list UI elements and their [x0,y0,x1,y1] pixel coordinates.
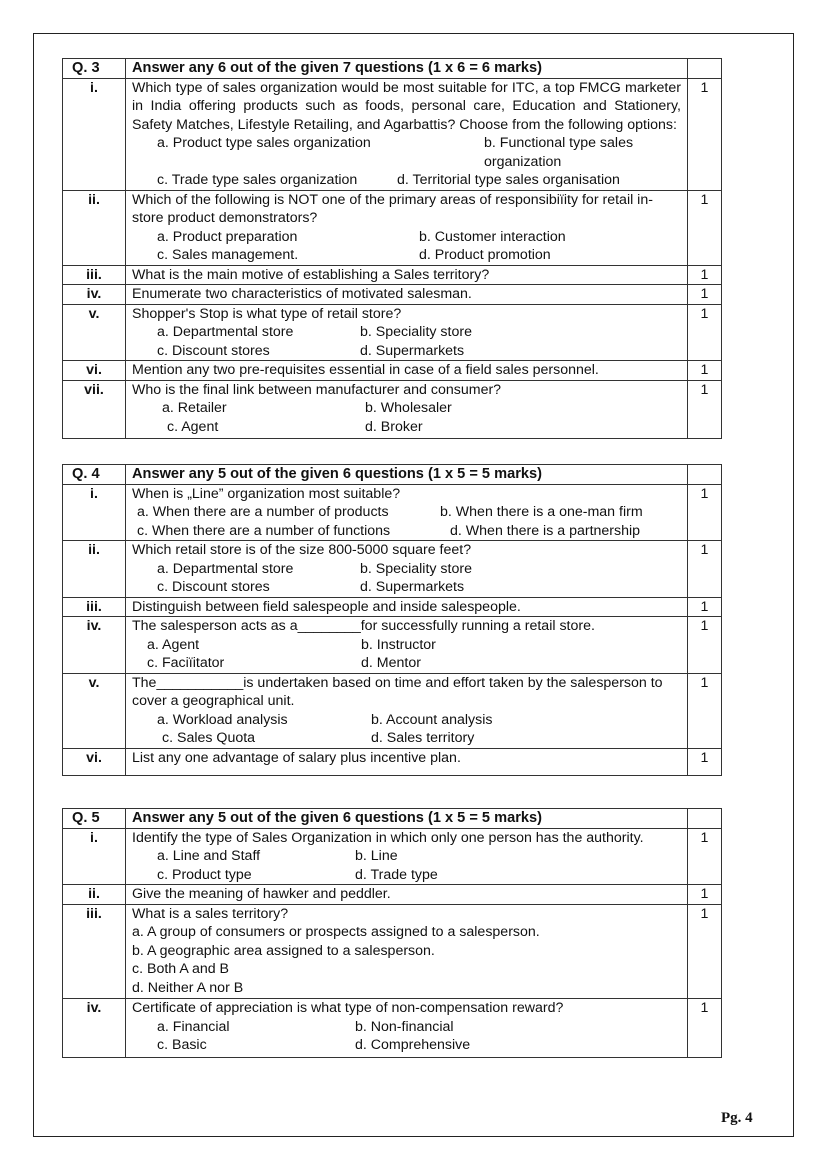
question-number: iv. [63,999,126,1058]
section-number: Q. 4 [63,465,126,485]
question-row [63,999,722,1058]
question-cell [126,904,688,999]
question-text: The salesperson acts as a________for successfully running a retail store. [132,618,595,634]
option-line [132,246,681,265]
option: b. Speciality store [360,560,472,577]
question-row [63,361,722,381]
option: a. Workload analysis [157,711,288,728]
marks: 1 [688,828,722,885]
option: d. Broker [365,418,423,435]
question-row [63,617,722,674]
question-text: Enumerate two characteristics of motivated salesman. [126,285,688,305]
question-number: vii. [63,380,126,439]
option: a. Departmental store [157,560,294,577]
option-line [132,323,681,342]
question-row [63,380,722,439]
question-row [63,541,722,598]
question-row [63,828,722,885]
option: c. Trade type sales organization [157,172,358,188]
question-number: iv. [63,285,126,305]
question-number: iv. [63,617,126,674]
marks: 1 [688,265,722,285]
section-header [63,809,722,829]
option-line [132,228,681,247]
question-row [63,304,722,361]
option: c. Sales management. [157,247,299,263]
question-cell [126,484,688,541]
question-text: Who is the final link between manufacturer and consumer? [132,381,502,398]
marks: 1 [688,78,722,190]
question-table-q5 [62,808,722,1058]
question-text: What is a sales territory? [132,905,289,922]
question-cell [126,380,688,439]
question-number: iii. [63,265,126,285]
marks: 1 [688,597,722,617]
option: b. Non-financial [355,1018,454,1035]
question-cell [126,999,688,1058]
option-line [132,847,681,866]
question-text: Shopper's Stop is what type of retail store? [132,305,402,322]
option: c. When there are a number of functions [137,522,391,539]
option: d. Trade type [355,866,438,883]
question-row [63,904,722,999]
question-text: Mention any two pre-requisites essential in case of a field sales personnel. [126,361,688,381]
option: d. Supermarkets [360,342,465,359]
option: c. Sales Quota [162,730,256,746]
option: a. A group of consumers or prospects assigned to a salesperson. [132,924,540,940]
option-line [132,522,681,541]
option-line [132,399,681,418]
marks: 1 [688,617,722,674]
marks: 1 [688,541,722,598]
option: b. Customer interaction [419,228,566,245]
marks: 1 [688,673,722,748]
option: a. Agent [147,636,200,653]
question-text: The___________is undertaken based on time and effort taken by the salesperson to cover a geographical unit. [132,674,663,709]
marks: 1 [688,190,722,265]
question-cell [126,78,688,190]
option: a. Financial [157,1018,230,1035]
option: b. Wholesaler [365,400,452,416]
question-text: When is „Line” organization most suitable? [132,485,401,502]
question-number: i. [63,484,126,541]
option-line [132,1036,681,1055]
option-line [132,654,681,673]
option: a. Product type sales organization [157,135,371,151]
option: d. Mentor [361,655,421,671]
question-row [63,285,722,305]
option: a. Departmental store [157,324,294,340]
question-number: ii. [63,541,126,598]
option: d. Comprehensive [355,1037,471,1053]
marks: 1 [688,999,722,1058]
question-text: Distinguish between field salespeople and inside salespeople. [126,597,688,617]
option: c. Faciïitator [147,655,225,671]
question-row [63,78,722,190]
question-cell [126,828,688,885]
question-row [63,597,722,617]
option-line [132,711,681,730]
option: d. When there is a partnership [450,522,641,539]
question-cell [126,541,688,598]
question-text: Certificate of appreciation is what type of non-compensation reward? [132,1000,564,1016]
option-line [132,1018,681,1037]
section-header [63,465,722,485]
marks: 1 [688,285,722,305]
option-line [132,134,681,171]
question-text: Give the meaning of hawker and peddler. [126,885,688,905]
question-text: Which retail store is of the size 800-5000 square feet? [132,542,472,558]
question-text: List any one advantage of salary plus incentive plan. [126,748,688,775]
question-cell [126,190,688,265]
question-text: Which type of sales organization would be most suitable for ITC, a top FMCG marketer in India offering products such as foods, personal care, Education and Stationery, Safety Matches, Lifestyle Retailing, and Agarbattis? Choose from the following options: [132,79,681,133]
option: a. Product preparation [157,228,298,245]
option-line [132,171,681,190]
option: c. Agent [167,418,219,435]
question-row [63,748,722,775]
option: c. Product type [157,866,252,883]
option: d. Neither A nor B [132,979,244,996]
option-line [132,729,681,748]
question-number: iii. [63,597,126,617]
option-line [132,636,681,655]
option: b. Instructor [361,636,436,653]
section-heading: Answer any 6 out of the given 7 questions (1 x 6 = 6 marks) [126,59,688,79]
section-number: Q. 3 [63,59,126,79]
marks: 1 [688,904,722,999]
option-line [132,418,681,437]
question-number: i. [63,78,126,190]
question-number: vi. [63,361,126,381]
question-number: v. [63,304,126,361]
option: c. Both A and B [132,961,230,977]
option-line [132,560,681,579]
option: d. Product promotion [419,247,551,263]
option: c. Basic [157,1037,207,1053]
marks: 1 [688,748,722,775]
question-text: Identify the type of Sales Organization in which only one person has the authority. [132,829,644,846]
option: a. When there are a number of products [137,504,389,520]
section-heading: Answer any 5 out of the given 6 questions (1 x 5 = 5 marks) [126,465,688,485]
option-line [132,866,681,885]
question-cell [126,304,688,361]
question-number: iii. [63,904,126,999]
marks: 1 [688,484,722,541]
question-number: ii. [63,885,126,905]
section-header [63,59,722,79]
question-number: vi. [63,748,126,775]
question-row [63,885,722,905]
question-cell [126,617,688,674]
question-row [63,673,722,748]
option-line [132,342,681,361]
option: b. When there is a one-man firm [440,504,643,520]
marks: 1 [688,361,722,381]
marks: 1 [688,304,722,361]
option: a. Retailer [162,400,227,416]
option-line [132,503,681,522]
marks-cell-empty [688,59,722,79]
option: b. Line [355,848,398,864]
marks-cell-empty [688,809,722,829]
option: b. Functional type sales organization [484,135,634,170]
option-line [132,578,681,597]
question-text: What is the main motive of establishing a Sales territory? [126,265,688,285]
section-heading: Answer any 5 out of the given 6 questions (1 x 5 = 5 marks) [126,809,688,829]
option: d. Territorial type sales organisation [397,172,620,188]
option: b. A geographic area assigned to a salesperson. [132,942,435,959]
question-row [63,190,722,265]
question-number: ii. [63,190,126,265]
question-cell [126,673,688,748]
option: d. Sales territory [371,730,475,746]
question-row [63,265,722,285]
question-number: i. [63,828,126,885]
question-row [63,484,722,541]
option: d. Supermarkets [360,579,465,595]
option: b. Speciality store [360,324,472,340]
option: c. Discount stores [157,342,270,359]
question-table-q3 [62,58,722,439]
option: b. Account analysis [371,711,493,728]
question-table-q4 [62,464,722,776]
marks: 1 [688,380,722,439]
page-number: Pg. 4 [721,1110,753,1126]
option: c. Discount stores [157,579,270,595]
question-number: v. [63,673,126,748]
option: a. Line and Staff [157,848,261,864]
marks-cell-empty [688,465,722,485]
section-number: Q. 5 [63,809,126,829]
question-text: Which of the following is NOT one of the primary areas of responsibiïity for retail in-store product demonstrators? [132,191,653,226]
marks: 1 [688,885,722,905]
